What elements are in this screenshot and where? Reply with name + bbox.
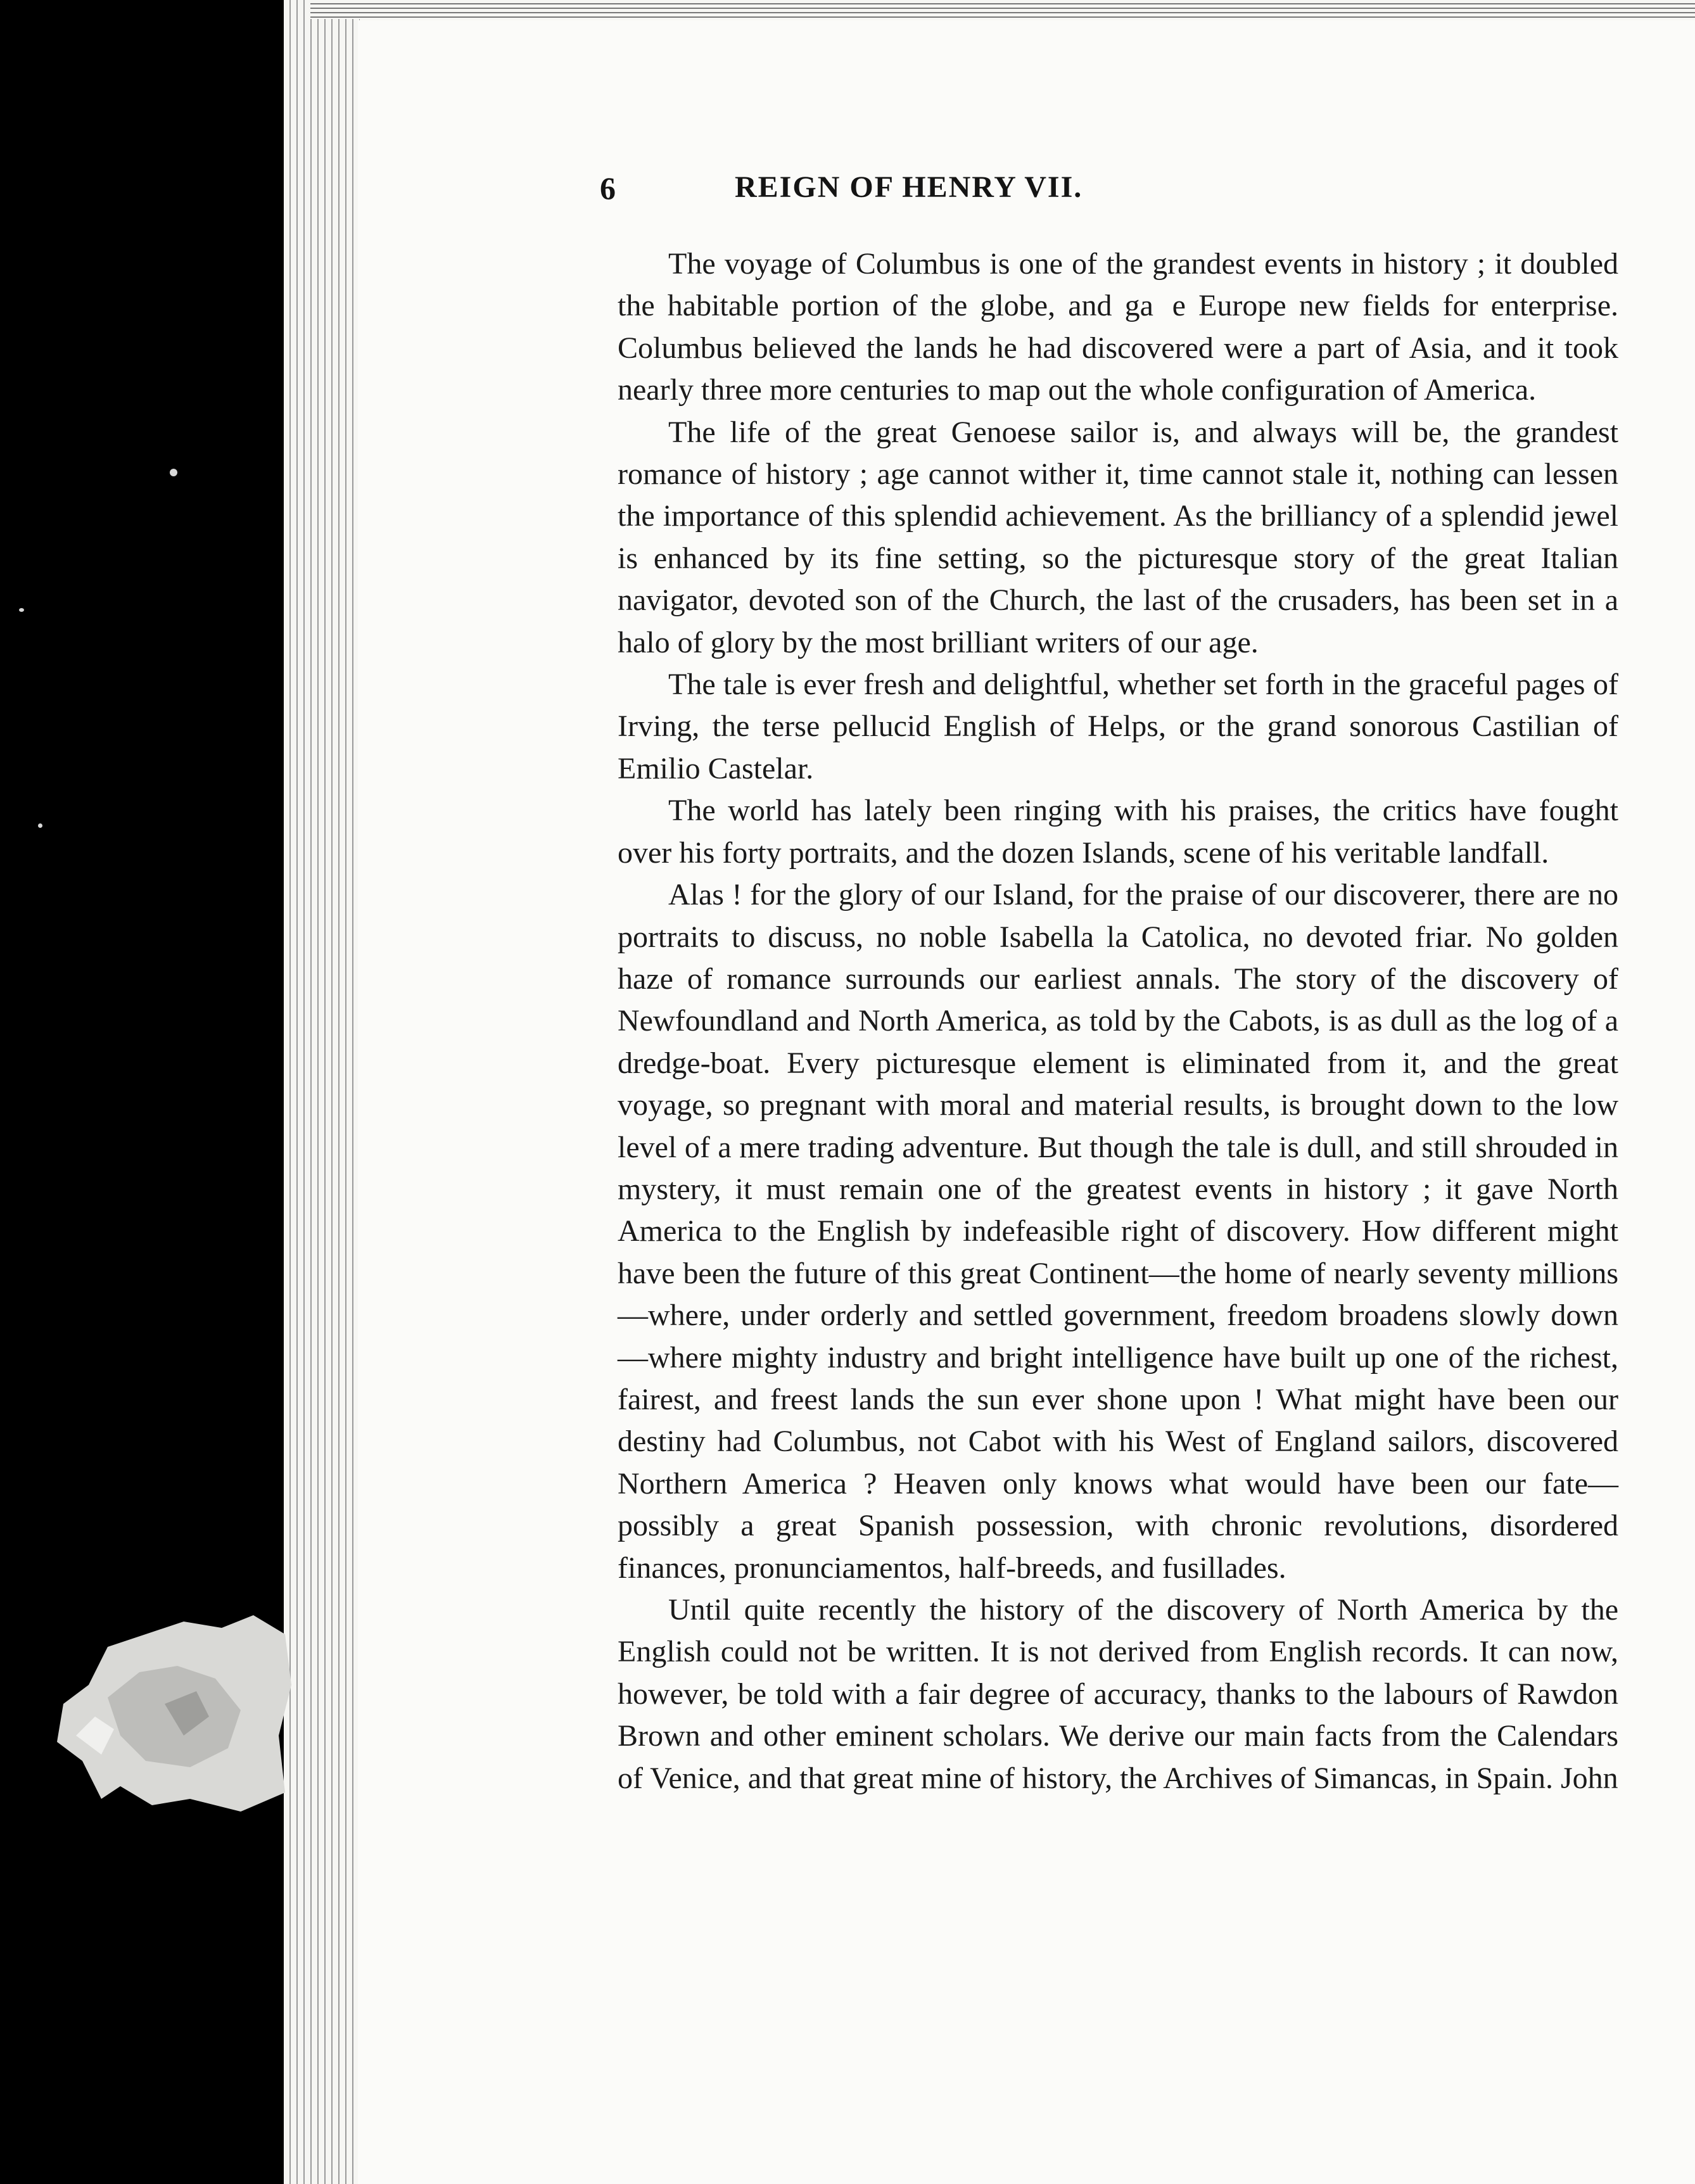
page-edges [284, 0, 360, 2184]
paragraph: The life of the great Genoese sailor is, and always will be, the grandest romance of history ; age cannot wither it, time cannot stale it, nothing can lessen the importance of this splendid achievement. As the brilliancy of a splendid jewel is enhanced by its fine setting, so the picturesque story of the great Italian navigator, devoted son of the Church, the last of the crusaders, has been set in a halo of glory by the most brilliant writers of our age. [618, 415, 1618, 659]
paragraph: Until quite recently the history of the discovery of North America by the English could not be written. It is not derived from English records. It can now, however, be told with a fair degree of accuracy, thanks to the labours of Rawdon Brown and other eminent scholars. We derive our main facts from the Calendars of Venice, and that great mine of history, the Archives of Simancas, in Spain. John [618, 1593, 1618, 1795]
paragraph: The voyage of Columbus is one of the grandest events in history ; it doubled the habitable portion of the globe, and ga e Europe new fields for enterprise. Columbus believed the lands he had discovered were a part of Asia, and it took nearly three more centuries to map out the whole configuration of America. [618, 247, 1618, 407]
scan-speck [38, 823, 42, 828]
paragraph: The world has lately been ringing with his praises, the critics have fought over his forty portraits, and the dozen Islands, scene of his veritable landfall. [618, 794, 1618, 870]
body-text [618, 243, 1618, 1800]
torn-paper-fragment [51, 1609, 291, 1818]
paragraph: Alas ! for the glory of our Island, for the praise of our discoverer, there are no portraits to discuss, no noble Isabella la Catolica, no devoted friar. No golden haze of romance surrounds our earliest annals. The story of the discovery of Newfoundland and North America, as told by the Cabots, is as dull as the log of a dredge-boat. Every picturesque element is eliminated from it, and the great voyage, so pregnant with moral and material results, is brought down to the low level of a mere trading adventure. But though the tale is dull, and still shrouded in mystery, it must remain one of the greatest events in history ; it gave North America to the English by indefeasible right of discovery. How different might have been the future of this great Continent—the home of nearly seventy millions—where, under orderly and settled government, freedom broadens slowly down—where mighty industry and bright intelligence have built up one of the richest, fairest, and freest lands the sun ever shone upon ! What might have been our destiny had Columbus, not Cabot with his West of England sailors, discovered Northern America ? Heaven only knows what would have been our fate—possibly a great Spanish possession, with chronic revolutions, disordered finances, pronunciamentos, half-breeds, and fusillades. [618, 878, 1618, 1585]
page-number: 6 [600, 170, 616, 206]
scan-speck [170, 469, 177, 476]
top-page-edge [310, 0, 1695, 19]
paragraph: The tale is ever fresh and delightful, whether set forth in the graceful pages of Irving, the terse pellucid English of Helps, or the grand sonorous Castilian of Emilio Castelar. [618, 668, 1618, 785]
running-head: REIGN OF HENRY VII. [735, 170, 1083, 204]
scan-speck [19, 608, 24, 612]
